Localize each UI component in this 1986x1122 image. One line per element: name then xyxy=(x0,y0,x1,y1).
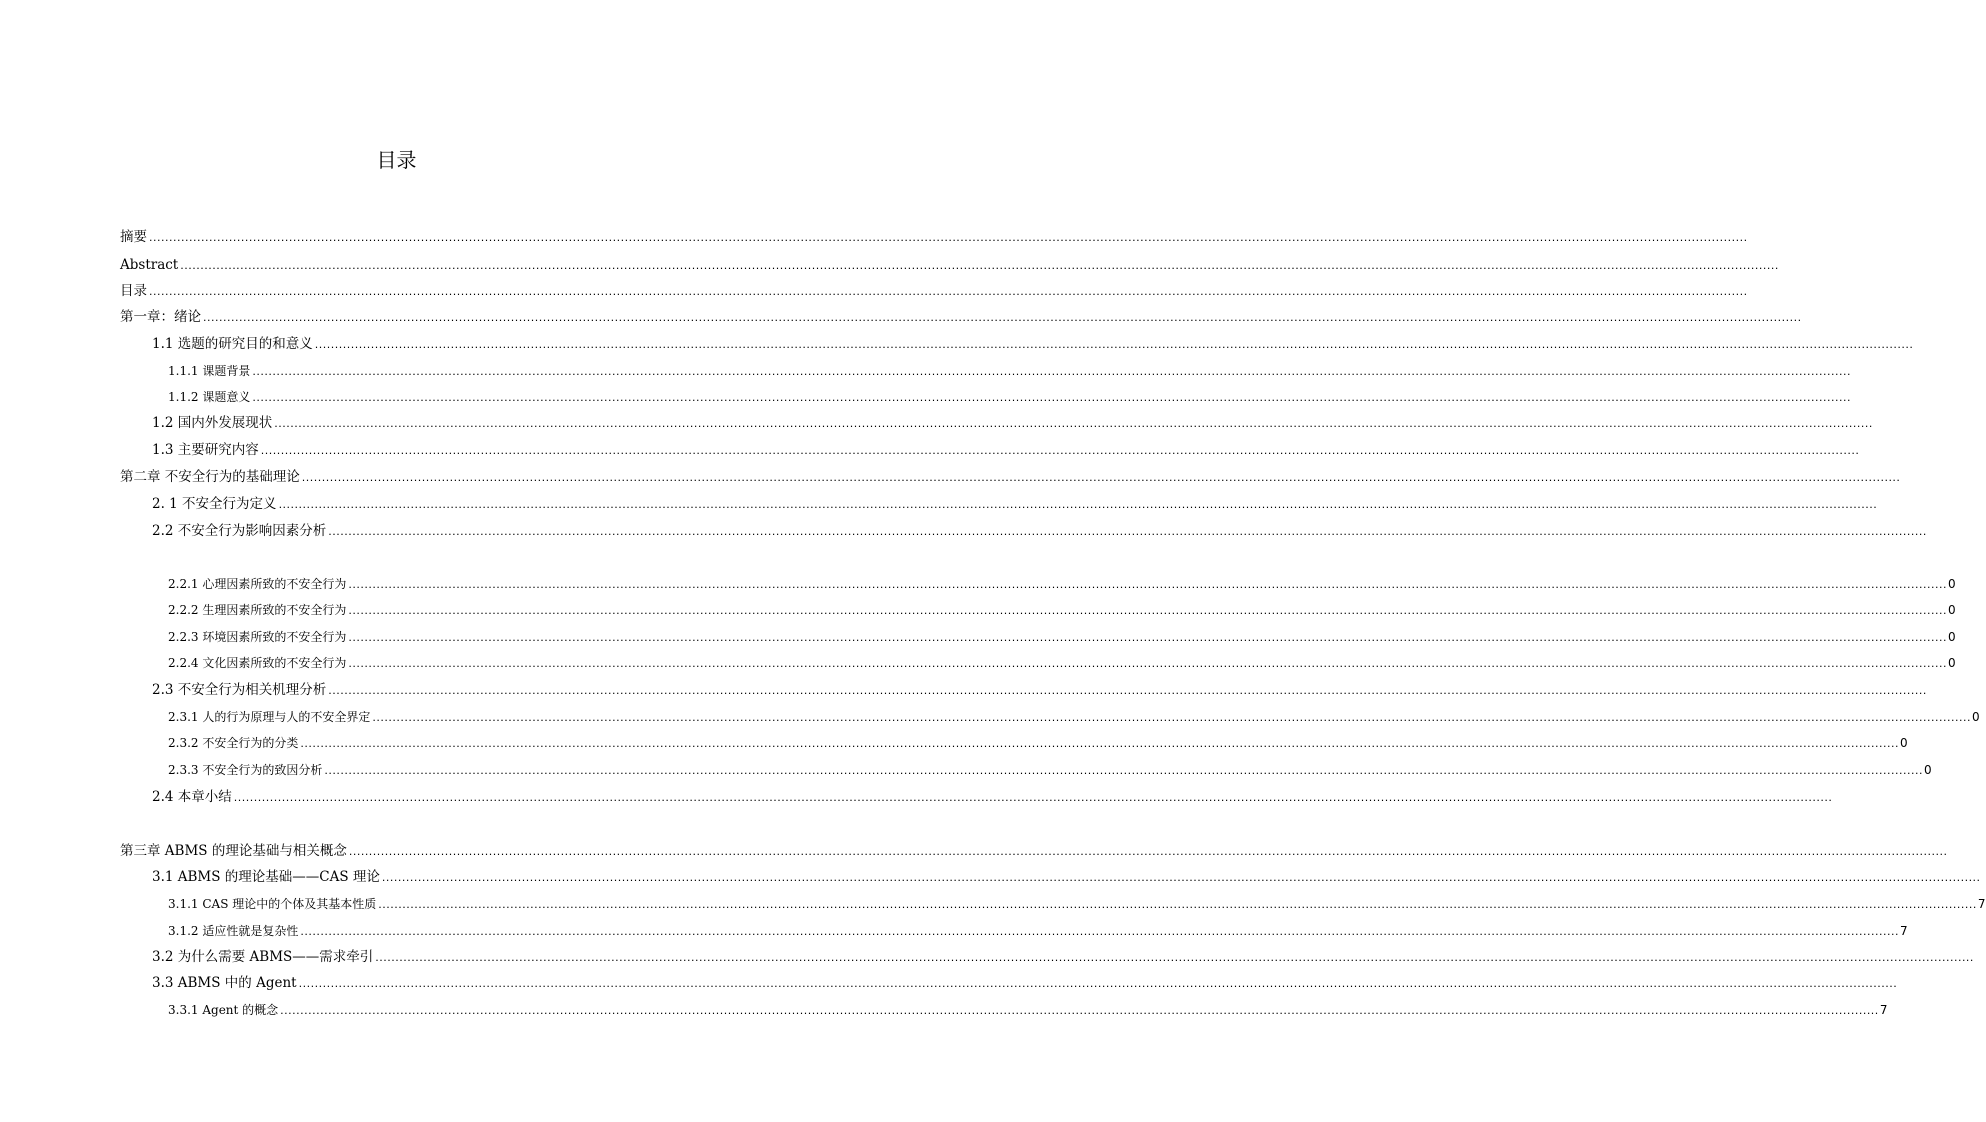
toc-entry[interactable] xyxy=(168,362,1851,381)
toc-leader-dots: ................................................................................................................................................................................................................................................................................................................................................................................................................ xyxy=(233,791,1833,804)
toc-entry-label: 3.1.2 适应性就是复杂性 xyxy=(168,924,299,938)
toc-entry-label: 3.1.1 CAS 理论中的个体及其基本性质 xyxy=(168,897,377,911)
toc-page-number: 7 xyxy=(1900,924,1908,938)
toc-entry-label: 3.1 ABMS 的理论基础——CAS 理论 xyxy=(152,869,380,885)
toc-entry[interactable] xyxy=(120,308,1802,327)
toc-leader-dots: ................................................................................................................................................................................................................................................................................................................................................................................................................ xyxy=(280,1004,1879,1017)
toc-leader-dots: ................................................................................................................................................................................................................................................................................................................................................................................................................ xyxy=(381,871,1981,884)
toc-entry-label: 2.2.3 环境因素所致的不安全行为 xyxy=(168,630,347,644)
toc-entry-label: 1.1.1 课题背景 xyxy=(168,364,251,378)
toc-entry[interactable] xyxy=(152,974,1898,993)
toc-entry-label: 2.2 不安全行为影响因素分析 xyxy=(152,523,327,539)
toc-leader-dots: ................................................................................................................................................................................................................................................................................................................................................................................................................ xyxy=(274,417,1873,430)
toc-page-number: 0 xyxy=(1948,656,1956,670)
toc-entry[interactable] xyxy=(168,654,1956,673)
toc-leader-dots: ................................................................................................................................................................................................................................................................................................................................................................................................................ xyxy=(378,898,1977,911)
toc-entry[interactable] xyxy=(168,388,1851,407)
toc-entry-label: Abstract xyxy=(120,257,179,273)
toc-entry-label: 2.2.1 心理因素所致的不安全行为 xyxy=(168,577,347,591)
toc-leader-dots: ................................................................................................................................................................................................................................................................................................................................................................................................................ xyxy=(298,977,1898,990)
toc-leader-dots: ................................................................................................................................................................................................................................................................................................................................................................................................................ xyxy=(348,845,1948,858)
toc-leader-dots: ................................................................................................................................................................................................................................................................................................................................................................................................................ xyxy=(149,285,1748,298)
toc-entry-label: 2.2.4 文化因素所致的不安全行为 xyxy=(168,656,347,670)
toc-entry[interactable] xyxy=(152,495,1878,514)
toc-page-number: 7 xyxy=(1977,897,1986,911)
toc-entry-label: 2.2.2 生理因素所致的不安全行为 xyxy=(168,603,347,617)
toc-leader-dots: ................................................................................................................................................................................................................................................................................................................................................................................................................ xyxy=(348,604,1947,617)
toc-entry[interactable] xyxy=(168,575,1956,594)
toc-leader-dots: ................................................................................................................................................................................................................................................................................................................................................................................................................ xyxy=(348,657,1947,670)
toc-entry[interactable] xyxy=(168,1001,1888,1020)
toc-page-number: 0 xyxy=(1900,736,1908,750)
toc-entry[interactable] xyxy=(152,335,1914,354)
toc-leader-dots: ................................................................................................................................................................................................................................................................................................................................................................................................................ xyxy=(314,338,1914,351)
toc-page-number: 7 xyxy=(1879,1003,1888,1017)
toc-entry[interactable] xyxy=(152,948,1974,967)
toc-entry[interactable] xyxy=(120,842,1948,861)
toc-page-number: 0 xyxy=(1924,763,1932,777)
toc-leader-dots: ................................................................................................................................................................................................................................................................................................................................................................................................................ xyxy=(300,737,1899,750)
toc-entry[interactable] xyxy=(168,895,1986,914)
toc-entry-label: 3.3 ABMS 中的 Agent xyxy=(152,975,297,991)
toc-leader-dots: ................................................................................................................................................................................................................................................................................................................................................................................................................ xyxy=(260,444,1860,457)
toc-page-number: 0 xyxy=(1972,710,1980,724)
toc-leader-dots: ................................................................................................................................................................................................................................................................................................................................................................................................................ xyxy=(348,578,1947,591)
toc-entry[interactable] xyxy=(152,522,1927,541)
toc-entry[interactable] xyxy=(152,868,1981,887)
toc-leader-dots: ................................................................................................................................................................................................................................................................................................................................................................................................................ xyxy=(372,711,1971,724)
toc-entry[interactable] xyxy=(168,761,1932,780)
toc-leader-dots: ................................................................................................................................................................................................................................................................................................................................................................................................................ xyxy=(328,684,1927,697)
toc-entry-label: 1.1.2 课题意义 xyxy=(168,390,251,404)
toc-entry[interactable] xyxy=(168,601,1956,620)
toc-leader-dots: ................................................................................................................................................................................................................................................................................................................................................................................................................ xyxy=(324,764,1923,777)
toc-entry-label: 1.2 国内外发展现状 xyxy=(152,415,273,431)
toc-leader-dots: ................................................................................................................................................................................................................................................................................................................................................................................................................ xyxy=(300,925,1899,938)
toc-entry-label: 第三章 ABMS 的理论基础与相关概念 xyxy=(120,843,347,859)
toc-entry-label: 3.3.1 Agent 的概念 xyxy=(168,1003,279,1017)
toc-entry-label: 1.3 主要研究内容 xyxy=(152,442,259,458)
page-title: 目录 xyxy=(376,148,417,172)
toc-page-number: 0 xyxy=(1948,603,1956,617)
toc-leader-dots: ................................................................................................................................................................................................................................................................................................................................................................................................................ xyxy=(252,391,1851,404)
toc-leader-dots: ................................................................................................................................................................................................................................................................................................................................................................................................................ xyxy=(252,365,1851,378)
toc-leader-dots: ................................................................................................................................................................................................................................................................................................................................................................................................................ xyxy=(203,311,1802,324)
toc-entry[interactable] xyxy=(120,468,1901,487)
toc-entry-label: 2.3 不安全行为相关机理分析 xyxy=(152,682,327,698)
toc-entry-label: 2.3.1 人的行为原理与人的不安全界定 xyxy=(168,710,371,724)
toc-entry[interactable] xyxy=(168,734,1908,753)
toc-leader-dots: ................................................................................................................................................................................................................................................................................................................................................................................................................ xyxy=(301,471,1901,484)
toc-entry-label: 2. 1 不安全行为定义 xyxy=(152,496,277,512)
toc-entry[interactable] xyxy=(120,228,1748,247)
toc-entry-label: 2.4 本章小结 xyxy=(152,789,232,805)
toc-entry[interactable] xyxy=(120,256,1779,275)
toc-entry-label: 第二章 不安全行为的基础理论 xyxy=(120,469,300,485)
toc-entry-label: 1.1 选题的研究目的和意义 xyxy=(152,336,313,352)
toc-entry[interactable] xyxy=(168,708,1980,727)
toc-entry-label: 目录 xyxy=(120,283,147,299)
toc-entry-label: 第一章：绪论 xyxy=(120,309,201,325)
toc-page-number: 0 xyxy=(1948,630,1956,644)
toc-entry-label: 3.2 为什么需要 ABMS——需求牵引 xyxy=(152,949,374,965)
toc-entry-label: 2.3.2 不安全行为的分类 xyxy=(168,736,299,750)
toc-leader-dots: ................................................................................................................................................................................................................................................................................................................................................................................................................ xyxy=(278,498,1878,511)
toc-leader-dots: ................................................................................................................................................................................................................................................................................................................................................................................................................ xyxy=(328,525,1927,538)
toc-entry[interactable] xyxy=(168,628,1956,647)
toc-entry[interactable] xyxy=(152,414,1873,433)
toc-entry-label: 2.3.3 不安全行为的致因分析 xyxy=(168,763,323,777)
toc-entry[interactable] xyxy=(120,282,1748,301)
toc-leader-dots: ................................................................................................................................................................................................................................................................................................................................................................................................................ xyxy=(180,259,1779,272)
toc-entry[interactable] xyxy=(152,441,1860,460)
toc-entry[interactable] xyxy=(152,788,1833,807)
toc-entry-label: 摘要 xyxy=(120,229,147,245)
toc-page-number: 0 xyxy=(1948,577,1956,591)
toc-entry[interactable] xyxy=(152,681,1927,700)
toc-entry[interactable] xyxy=(168,922,1908,941)
toc-leader-dots: ................................................................................................................................................................................................................................................................................................................................................................................................................ xyxy=(375,951,1974,964)
toc-leader-dots: ................................................................................................................................................................................................................................................................................................................................................................................................................ xyxy=(149,231,1748,244)
toc-leader-dots: ................................................................................................................................................................................................................................................................................................................................................................................................................ xyxy=(348,631,1947,644)
